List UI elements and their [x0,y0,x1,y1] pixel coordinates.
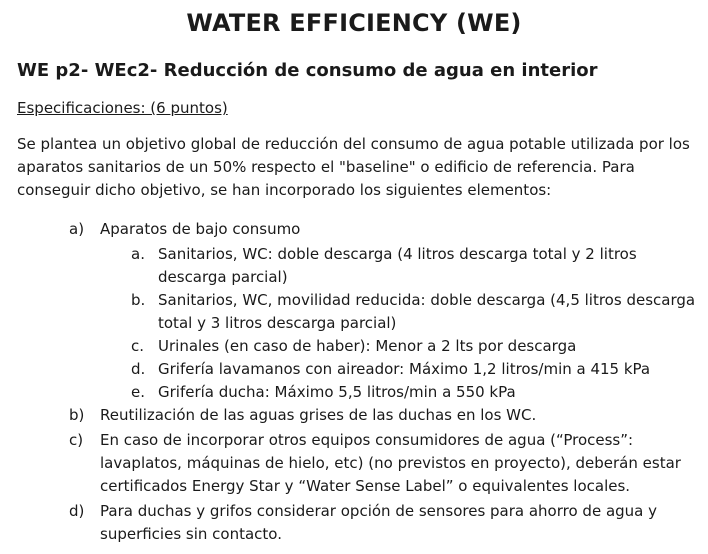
measures-list [0,218,708,548]
sub-list-marker: d. [131,360,146,378]
sub-list-item-text: Sanitarios, WC, movilidad reducida: doble descarga (4,5 litros descarga total y 3 litros descarga parcial) [158,291,696,332]
intro-paragraph: Se plantea un objetivo global de reducción del consumo de agua potable utilizada por los aparatos sanitarios de un 50% respecto el "baseline" o edificio de referencia. Para conseguir dicho objetivo, se han incorporado los siguientes elementos: [17,135,690,199]
document-title: WATER EFFICIENCY (WE) [186,9,522,37]
list-item-text: En caso de incorporar otros equipos consumidores de agua (“Process”: lavaplatos, máquinas de hielo, etc) (no previstos en proyecto), deberán estar certificados Energy Star y “Water Sense Label” o equivalentes locales. [100,431,681,495]
sub-list-item [0,243,698,289]
sub-list-marker: c. [131,337,145,355]
sub-list-item [0,381,698,404]
list-item-text: Aparatos de bajo consumo [100,220,301,238]
list-item [0,500,690,546]
sub-list-marker: b. [131,291,146,309]
specifications-label: Especificaciones: (6 puntos) [17,99,228,117]
list-item [0,404,690,427]
list-marker: b) [69,406,85,424]
list-marker: d) [69,502,85,520]
sub-list-marker: a. [131,245,145,263]
sub-list-item-text: Urinales (en caso de haber): Menor a 2 lts por descarga [158,337,577,355]
list-marker: a) [69,220,85,238]
sub-list-item [0,335,698,358]
sub-list-item [0,358,698,381]
list-marker: c) [69,431,84,449]
list-item [0,429,690,498]
sub-list-item [0,289,698,335]
list-item-text: Para duchas y grifos considerar opción de sensores para ahorro de agua y superficies sin contacto. [100,502,657,543]
list-item-text: Reutilización de las aguas grises de las duchas en los WC. [100,406,537,424]
sub-list-item-text: Sanitarios, WC: doble descarga (4 litros descarga total y 2 litros descarga parcial) [158,245,637,286]
sub-list-item-text: Grifería lavamanos con aireador: Máximo 1,2 litros/min a 415 kPa [158,360,651,378]
section-title: WE p2- WEc2- Reducción de consumo de agua en interior [17,60,598,81]
sub-list-marker: e. [131,383,145,401]
sub-list-item-text: Grifería ducha: Máximo 5,5 litros/min a 550 kPa [158,383,516,401]
list-item [0,218,690,241]
